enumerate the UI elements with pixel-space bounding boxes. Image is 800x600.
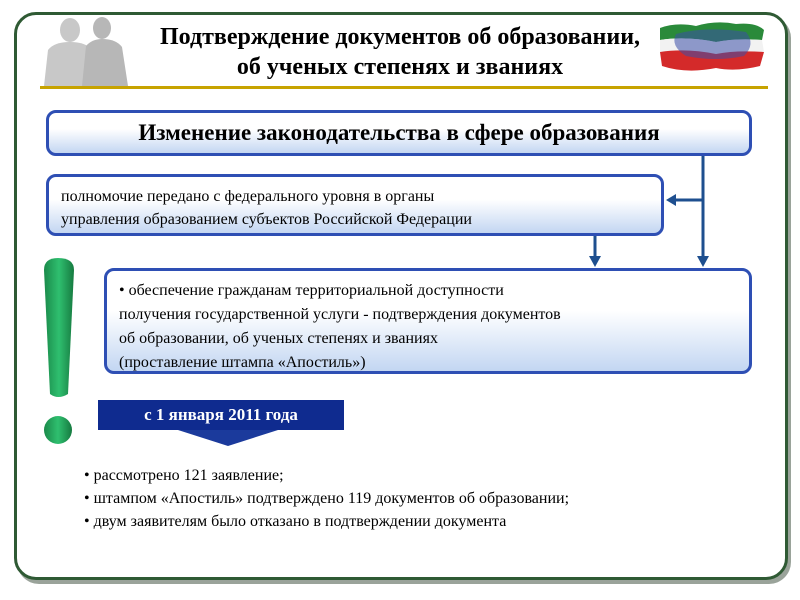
accessibility-line-2: получения государственной услуги - подтверждения документов (119, 306, 561, 323)
title-line-1: Подтверждение документов об образовании, (159, 24, 641, 50)
authority-transfer-line-1: полномочие передано с федерального уровня в органы (61, 188, 435, 205)
authority-transfer-line-2: управления образованием субъектов Российской Федерации (61, 211, 472, 228)
date-banner: с 1 января 2011 года (98, 400, 344, 430)
results-list (84, 464, 764, 533)
accessibility-line-4: (проставление штампа «Апостиль») (119, 354, 366, 371)
accessibility-line-3: об образовании, об ученых степенях и званиях (119, 330, 438, 347)
list-item: • штампом «Апостиль» подтверждено 119 документов об образовании; (84, 490, 570, 507)
accessibility-line-1: • обеспечение гражданам территориальной доступности (119, 282, 504, 299)
title-line-2: об ученых степенях и званиях (236, 54, 564, 80)
exclamation-icon (40, 256, 80, 448)
list-item: • двум заявителям было отказано в подтверждении документа (84, 513, 507, 530)
list-item: • рассмотрено 121 заявление; (84, 467, 284, 484)
date-banner-arrow (178, 430, 278, 446)
legislation-change-box: Изменение законодательства в сфере образования (46, 110, 752, 156)
